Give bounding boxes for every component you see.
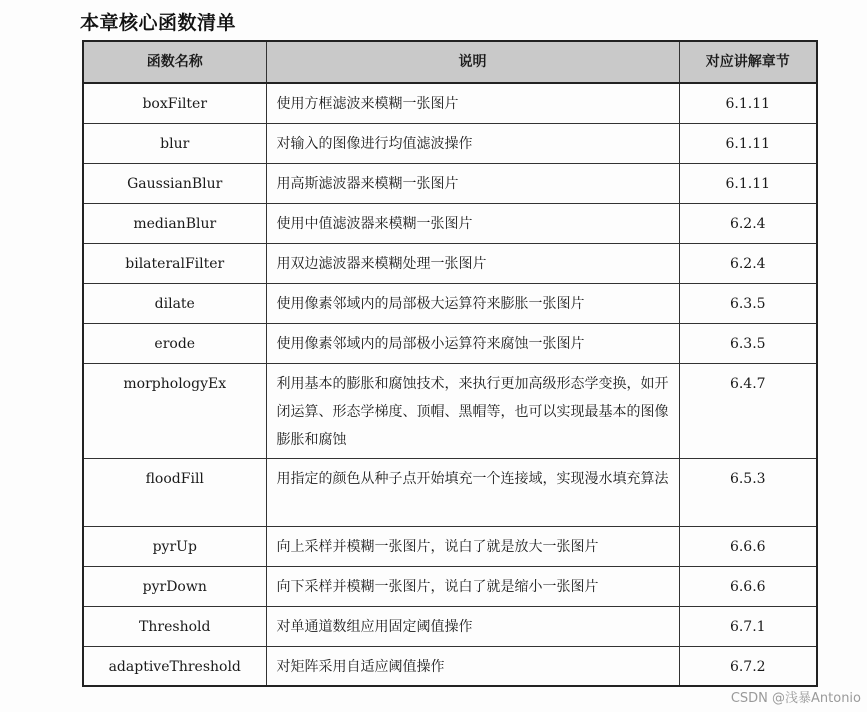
description-cell: 用高斯滤波器来模糊一张图片 xyxy=(266,163,679,203)
column-header-function-name: 函数名称 xyxy=(83,41,266,83)
description-cell: 用双边滤波器来模糊处理一张图片 xyxy=(266,243,679,283)
section-cell: 6.3.5 xyxy=(679,283,817,323)
description-cell: 使用方框滤波来模糊一张图片 xyxy=(266,83,679,123)
description-cell: 使用中值滤波器来模糊一张图片 xyxy=(266,203,679,243)
table-row xyxy=(83,566,817,606)
description-cell: 利用基本的膨胀和腐蚀技术，来执行更加高级形态学变换，如开闭运算、形态学梯度、顶帽、黑帽等，也可以实现最基本的图像膨胀和腐蚀 xyxy=(266,363,679,458)
function-name-cell: erode xyxy=(83,323,266,363)
section-cell: 6.2.4 xyxy=(679,203,817,243)
function-name-cell: GaussianBlur xyxy=(83,163,266,203)
section-cell: 6.5.3 xyxy=(679,458,817,526)
table-row xyxy=(83,363,817,458)
section-heading: 本章核心函数清单 xyxy=(80,12,237,34)
function-name-cell: Threshold xyxy=(83,606,266,646)
table-row xyxy=(83,606,817,646)
section-cell: 6.1.11 xyxy=(679,123,817,163)
table-row xyxy=(83,163,817,203)
section-cell: 6.7.1 xyxy=(679,606,817,646)
column-header-description: 说明 xyxy=(266,41,679,83)
function-name-cell: bilateralFilter xyxy=(83,243,266,283)
function-name-cell: dilate xyxy=(83,283,266,323)
section-cell: 6.2.4 xyxy=(679,243,817,283)
function-name-cell: pyrDown xyxy=(83,566,266,606)
description-cell: 对输入的图像进行均值滤波操作 xyxy=(266,123,679,163)
function-name-cell: floodFill xyxy=(83,458,266,526)
table-header-row xyxy=(83,41,817,83)
description-cell: 对矩阵采用自适应阈值操作 xyxy=(266,646,679,686)
table-row xyxy=(83,458,817,526)
table-row xyxy=(83,283,817,323)
description-cell: 用指定的颜色从种子点开始填充一个连接域，实现漫水填充算法 xyxy=(266,458,679,526)
function-table xyxy=(82,40,818,687)
table-row xyxy=(83,123,817,163)
column-header-section: 对应讲解章节 xyxy=(679,41,817,83)
table-row xyxy=(83,83,817,123)
description-cell: 向上采样并模糊一张图片，说白了就是放大一张图片 xyxy=(266,526,679,566)
description-cell: 使用像素邻域内的局部极小运算符来腐蚀一张图片 xyxy=(266,323,679,363)
section-cell: 6.4.7 xyxy=(679,363,817,458)
section-cell: 6.6.6 xyxy=(679,526,817,566)
table-row xyxy=(83,243,817,283)
section-cell: 6.7.2 xyxy=(679,646,817,686)
section-cell: 6.1.11 xyxy=(679,163,817,203)
table-row xyxy=(83,646,817,686)
table-row xyxy=(83,526,817,566)
function-name-cell: blur xyxy=(83,123,266,163)
function-name-cell: morphologyEx xyxy=(83,363,266,458)
table-row xyxy=(83,323,817,363)
section-cell: 6.3.5 xyxy=(679,323,817,363)
function-name-cell: boxFilter xyxy=(83,83,266,123)
description-cell: 向下采样并模糊一张图片，说白了就是缩小一张图片 xyxy=(266,566,679,606)
description-cell: 使用像素邻域内的局部极大运算符来膨胀一张图片 xyxy=(266,283,679,323)
function-name-cell: pyrUp xyxy=(83,526,266,566)
table-row xyxy=(83,203,817,243)
function-name-cell: medianBlur xyxy=(83,203,266,243)
description-cell: 对单通道数组应用固定阈值操作 xyxy=(266,606,679,646)
section-cell: 6.6.6 xyxy=(679,566,817,606)
section-cell: 6.1.11 xyxy=(679,83,817,123)
watermark: CSDN @浅暴Antonio xyxy=(730,691,861,706)
function-name-cell: adaptiveThreshold xyxy=(83,646,266,686)
